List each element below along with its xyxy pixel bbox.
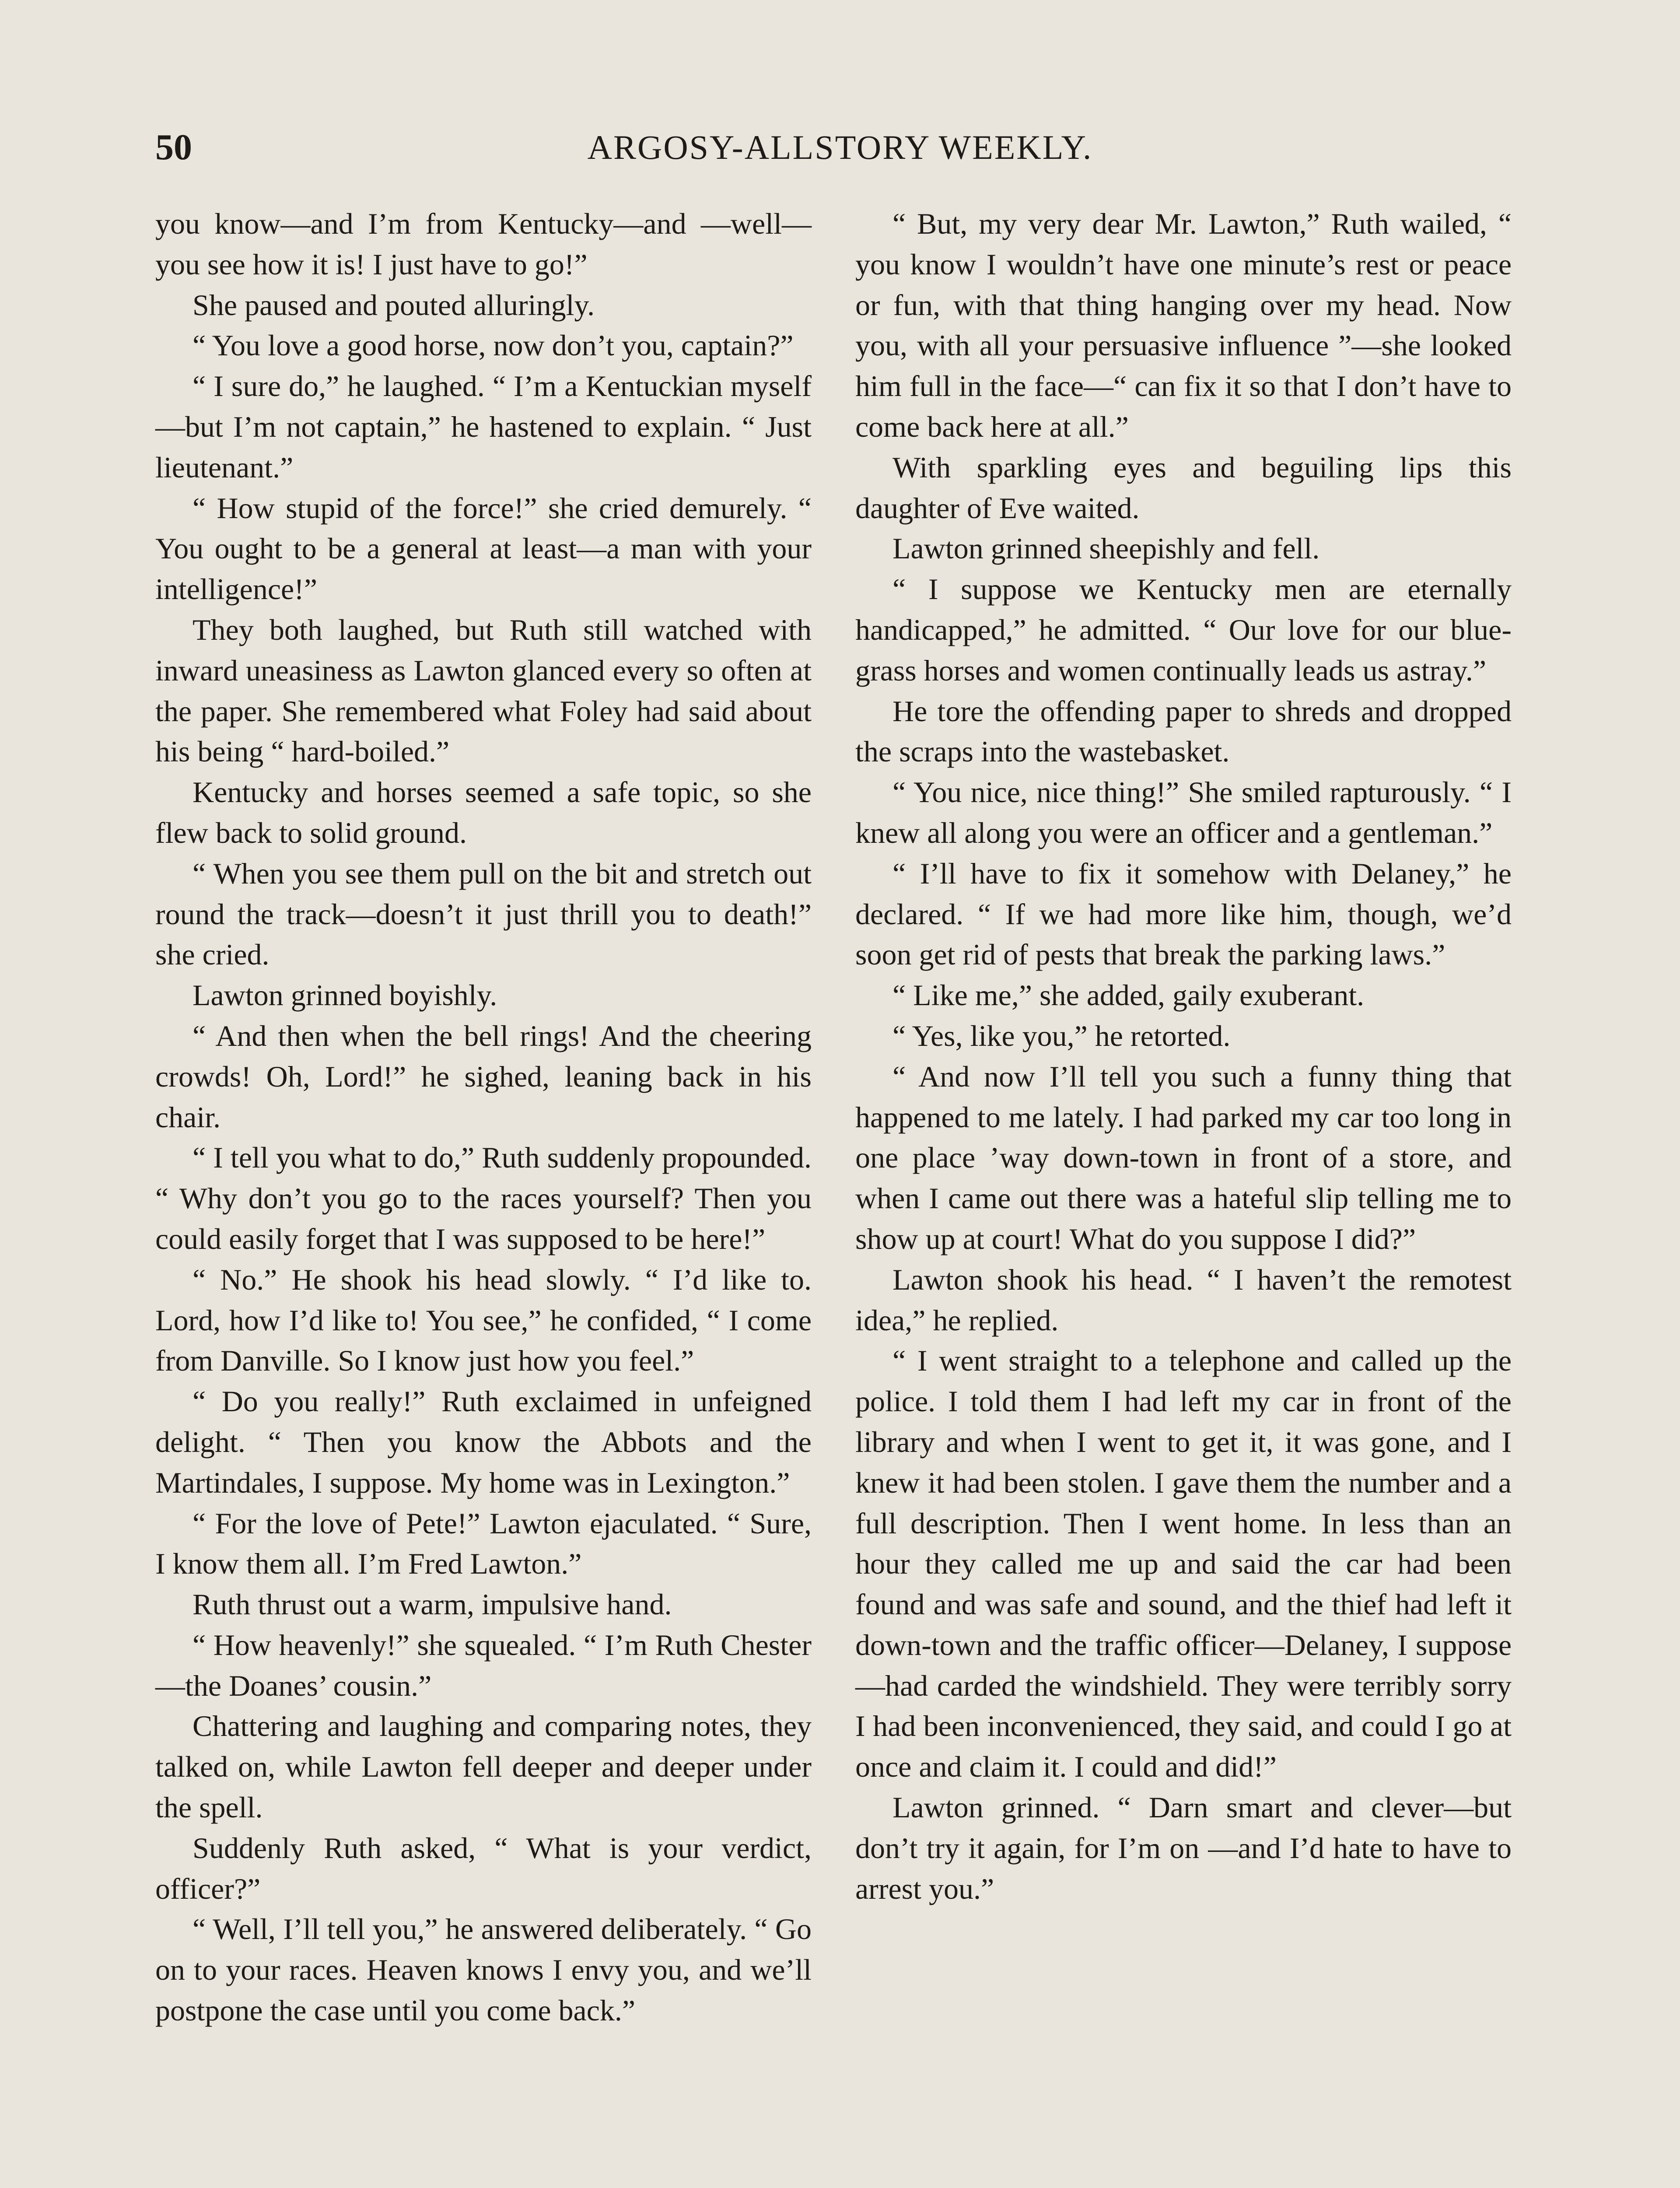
paragraph: “ No.” He shook his head slowly. “ I’d like to. Lord, how I’d like to! You see,” he confided, “ I come from Danville. So I know just how you feel.” (155, 1262, 812, 1378)
paragraph: “ How stupid of the force!” she cried demurely. “ You ought to be a general at least—a man with your intelligence!” (155, 491, 812, 606)
paragraph: Suddenly Ruth asked, “ What is your verdict, officer?” (155, 1831, 812, 1905)
paragraph: “ I sure do,” he laughed. “ I’m a Kentuckian myself—but I’m not captain,” he hastened to explain. “ Just lieutenant.” (155, 369, 812, 484)
paragraph: They both laughed, but Ruth still watched with inward uneasiness as Lawton glanced every so often at the paper. She remembered what Foley had said about his being “ hard-boiled.” (155, 613, 812, 768)
paragraph: “ I’ll have to fix it somehow with Delaney,” he declared. “ If we had more like him, though, we’d soon get rid of pests that break the parking laws.” (855, 856, 1512, 971)
paragraph: “ But, my very dear Mr. Lawton,” Ruth wailed, “ you know I wouldn’t have one minute’s rest or peace or fun, with that thing hanging over my head. Now you, with all your persuasive influence ”—she looked him full in the face—“ can fix it so that I don’t have to come back here at all.” (855, 207, 1512, 443)
running-head: ARGOSY-ALLSTORY WEEKLY. (587, 128, 1093, 166)
paragraph: “ I suppose we Kentucky men are eternally handicapped,” he admitted. “ Our love for our blue-grass horses and women continually leads us astray.” (855, 572, 1512, 687)
paragraph: “ For the love of Pete!” Lawton ejaculated. “ Sure, I know them all. I’m Fred Lawton.” (155, 1506, 812, 1581)
paragraph: Lawton grinned boyishly. (192, 978, 497, 1012)
paragraph: Lawton grinned. “ Darn smart and clever—but don’t try it again, for I’m on —and I’d hate to have to arrest you.” (855, 1791, 1512, 1905)
paragraph: “ Do you really!” Ruth exclaimed in unfeigned delight. “ Then you know the Abbots and the Martindales, I suppose. My home was in Lexington.” (155, 1385, 812, 1499)
paragraph: “ When you see them pull on the bit and stretch out round the track—doesn’t it just thrill you to death!” she cried. (155, 856, 812, 971)
paragraph: you know—and I’m from Kentucky—and —well—you see how it is! I just have to go!” (155, 207, 812, 281)
paragraph: Kentucky and horses seemed a safe topic, so she flew back to solid ground. (155, 775, 812, 849)
paragraph: “ And now I’ll tell you such a funny thing that happened to me lately. I had parked my car too long in one place ’way down-town in front of a store, and when I came out there was a hateful slip telling me to show up at court! What do you suppose I did?” (855, 1059, 1512, 1255)
paragraph: “ I tell you what to do,” Ruth suddenly propounded. “ Why don’t you go to the races yourself? Then you could easily forget that I was supposed to be here!” (155, 1141, 812, 1255)
paragraph: “ You nice, nice thing!” She smiled rapturously. “ I knew all along you were an officer and a gentleman.” (855, 775, 1512, 849)
page-number: 50 (155, 127, 192, 168)
paragraph: Lawton grinned sheepishly and fell. (892, 532, 1320, 565)
paragraph: “ How heavenly!” she squealed. “ I’m Ruth Chester—the Doanes’ cousin.” (155, 1628, 812, 1702)
paragraph: “ Well, I’ll tell you,” he answered deliberately. “ Go on to your races. Heaven knows I envy you, and we’ll postpone the case until you come back.” (155, 1912, 812, 2027)
left-column (155, 203, 812, 2031)
paragraph: Chattering and laughing and comparing notes, they talked on, while Lawton fell deeper and deeper under the spell. (155, 1709, 812, 1824)
paragraph: She paused and pouted alluringly. (192, 288, 595, 322)
paragraph: He tore the offending paper to shreds and dropped the scraps into the wastebasket. (855, 694, 1512, 768)
paragraph: “ I went straight to a telephone and called up the police. I told them I had left my car in front of the library and when I went to get it, it was gone, and I knew it had been stolen. I gave them the number and a full description. Then I went home. In less than an hour they called me up and said the car had been found and was safe and sound, and the thief had left it down-town and the traffic officer—Delaney, I suppose—had carded the windshield. They were terribly sorry I had been inconvenienced, they said, and could I go at once and claim it. I could and did!” (855, 1344, 1512, 1784)
paragraph: “ Yes, like you,” he retorted. (892, 1019, 1231, 1052)
paragraph: With sparkling eyes and beguiling lips this daughter of Eve waited. (855, 450, 1512, 525)
right-column (855, 203, 1512, 1909)
paragraph: Lawton shook his head. “ I haven’t the remotest idea,” he replied. (855, 1262, 1512, 1337)
paragraph: Ruth thrust out a warm, impulsive hand. (192, 1588, 672, 1621)
paragraph: “ And then when the bell rings! And the cheering crowds! Oh, Lord!” he sighed, leaning back in his chair. (155, 1019, 812, 1134)
paragraph: “ You love a good horse, now don’t you, captain?” (192, 329, 794, 362)
page-header (155, 123, 1525, 172)
paragraph: “ Like me,” she added, gaily exuberant. (892, 978, 1365, 1012)
